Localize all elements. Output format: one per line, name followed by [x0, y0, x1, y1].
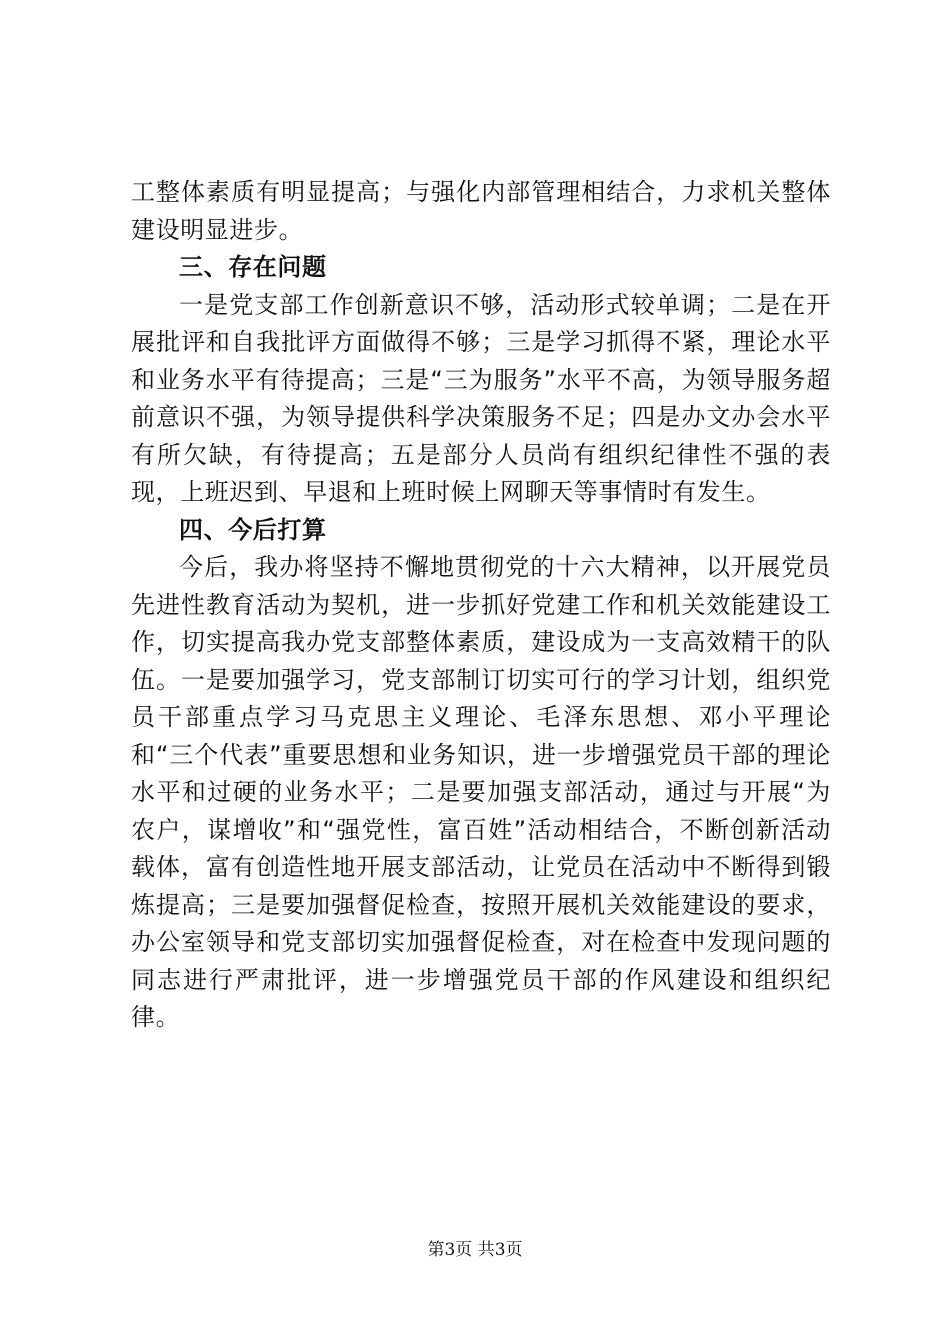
section-heading-plans: 四、今后打算: [179, 515, 327, 544]
problems-paragraph: 一是党支部工作创新意识不够，活动形式较单调；二是在开展批评和自我批评方面做得不够；三是学习抓得不紧，理论水平和业务水平有待提高；三是“三为服务”水平不高，为领导服务超前意识不强，为领导提供科学决策服务不足；四是办文办会水平有所欠缺，有待提高；五是部分人员尚有组织纪律性不强的表现，上班迟到、早退和上班时候上网聊天等事情时有发生。: [131, 290, 831, 506]
document-body: [131, 174, 831, 1037]
section-heading-problems: 三、存在问题: [179, 253, 327, 281]
plans-paragraph: 今后，我办将坚持不懈地贯彻党的十六大精神，以开展党员先进性教育活动为契机，进一步抓好党建工作和机关效能建设工作，切实提高我办党支部整体素质，建设成为一支高效精干的队伍。一是要加强学习，党支部制订切实可行的学习计划，组织党员干部重点学习马克思主义理论、毛泽东思想、邓小平理论和“三个代表”重要思想和业务知识，进一步增强党员干部的理论水平和过硬的业务水平；二是要加强支部活动，通过与开展“为农户，谋增收”和“强党性，富百姓”活动相结合，不断创新活动载体，富有创造性地开展支部活动，让党员在活动中不断得到锻炼提高；三是要加强督促检查，按照开展机关效能建设的要求，办公室领导和党支部切实加强督促检查，对在检查中发现问题的同志进行严肃批评，进一步增强党员干部的作风建设和组织纪律。: [131, 553, 831, 1031]
continuation-paragraph: 工整体素质有明显提高；与强化内部管理相结合，力求机关整体建设明显进步。: [131, 178, 831, 244]
page-footer: 第3页 共3页: [427, 1240, 523, 1260]
